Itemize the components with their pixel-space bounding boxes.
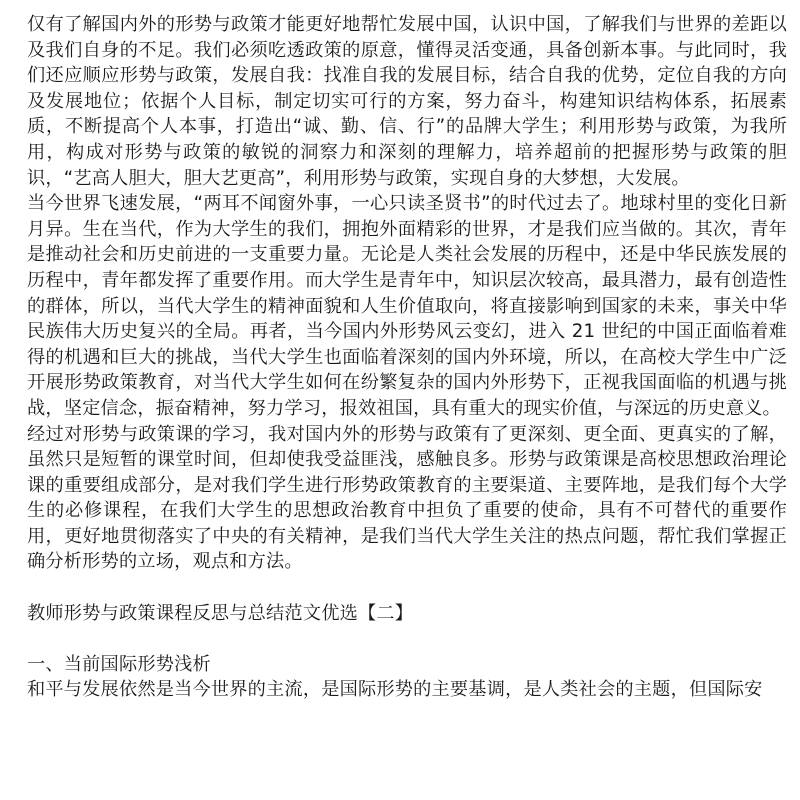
body-paragraph-3: 经过对形势与政策课的学习，我对国内外的形势与政策有了更深刻、更全面、更真实的了解，虽然只是短暂的课堂时间，但却使我受益匪浅，感触良多。形势与政策课是高校思想政治理论课的重要组成部分，是对我们学生进行形势政策教育的主要渠道、主要阵地，是我们每个大学生的必修课程，在我们大学生的思想政治教育中担负了重要的使命，具有不可替代的重要作用，更好地贯彻落实了中央的有关精神，是我们当代大学生关注的热点问题，帮忙我们掌握正确分析形势的立场，观点和方法。 [27, 423, 787, 573]
cut-off-line: 和平与发展依然是当今世界的主流，是国际形势的主要基调，是人类社会的主题，但国际安 [27, 679, 763, 701]
body-paragraph-2: 当今世界飞速发展，“两耳不闻窗外事，一心只读圣贤书”的时代过去了。地球村里的变化日新月异。生在当代，作为大学生的我们，拥抱外面精彩的世界，才是我们应当做的。其次，青年是推动社会和历史前进的一支重要力量。无论是人类社会发展的历程中，还是中华民族发展的历程中，青年都发挥了重要作用。而大学生是青年中，知识层次较高，最具潜力，最有创造性的群体，所以，当代大学生的精神面貌和人生价值取向，将直接影响到国家的未来，事关中华民族伟大历史复兴的全局。再者，当今国内外形势风云变幻，进入 21 世纪的中国正面临着难得的机遇和巨大的挑战，当代大学生也面临着深刻的国内外环境，所以，在高校大学生中广泛开展形势政策教育，对当代大学生如何在纷繁复杂的国内外形势下，正视我国面临的机遇与挑战，坚定信念，振奋精神，努力学习，报效祖国，具有重大的现实价值，与深远的历史意义。 [27, 193, 787, 419]
section-heading: 教师形势与政策课程反思与总结范文优选【二】 [27, 602, 414, 624]
document-body [27, 12, 787, 703]
body-paragraph-1: 仅有了解国内外的形势与政策才能更好地帮忙发展中国，认识中国，了解我们与世界的差距以及我们自身的不足。我们必须吃透政策的原意，懂得灵活变通，具备创新本事。与此同时，我们还应顺应形势与政策，发展自我：找准自我的发展目标，结合自我的优势，定位自我的方向及发展地位；依据个人目标，制定切实可行的方案，努力奋斗，构建知识结构体系，拓展素质，不断提高个人本事，打造出“诚、勤、信、行”的品牌大学生；利用形势与政策，为我所用，构成对形势与政策的敏锐的洞察力和深刻的理解力，培养超前的把握形势与政策的胆识，“艺高人胆大，胆大艺更高”，利用形势与政策，实现自身的大梦想，大发展。 [27, 14, 787, 189]
subsection-heading: 一、当前国际形势浅析 [27, 653, 211, 675]
